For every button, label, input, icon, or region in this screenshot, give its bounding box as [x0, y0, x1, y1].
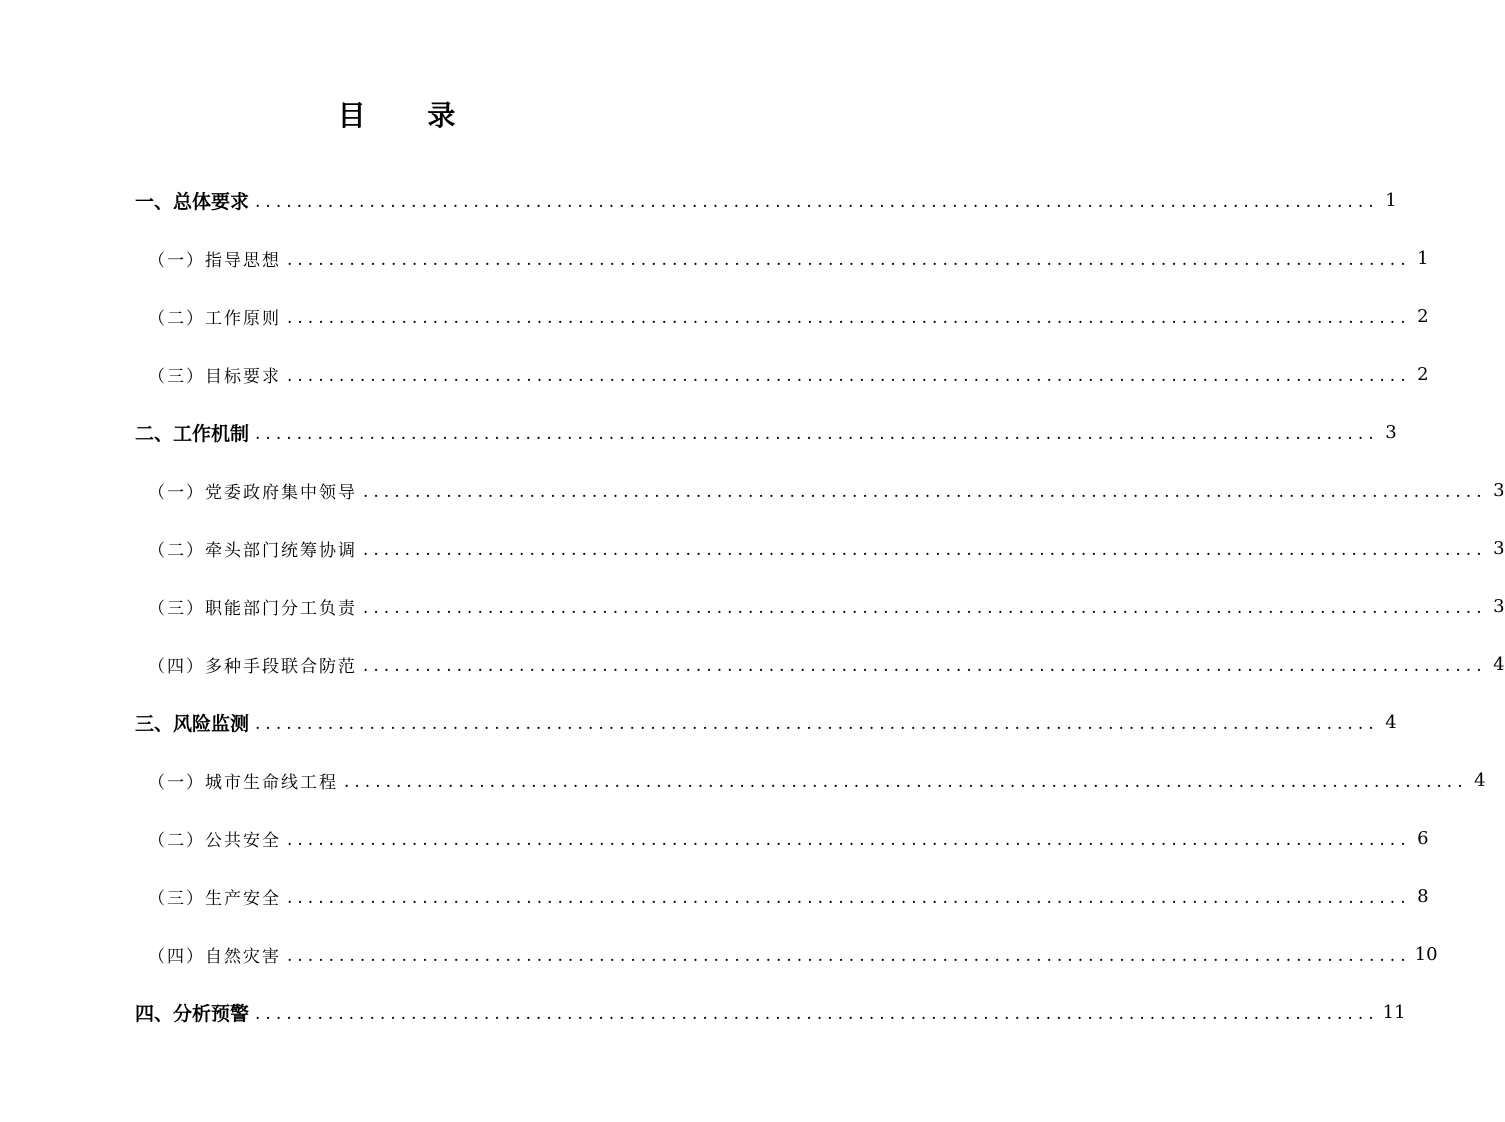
toc-entry-subsection[interactable] — [0, 468, 1505, 512]
toc-entry-section[interactable] — [0, 990, 1406, 1034]
toc-page-number: 3 — [1493, 595, 1505, 617]
toc-entry-subsection[interactable] — [0, 874, 1429, 918]
toc-entry-subsection[interactable] — [0, 352, 1429, 396]
toc-entry-title: 二、工作机制 — [135, 422, 250, 445]
toc-entry-title: （一）城市生命线工程 — [148, 772, 338, 793]
toc-leader-dots: ............................................................................................................ — [255, 1003, 1379, 1024]
toc-entry-title: 一、总体要求 — [135, 190, 250, 213]
toc-entry-subsection[interactable] — [0, 642, 1505, 686]
toc-page-number: 8 — [1417, 885, 1429, 907]
toc-entry-subsection[interactable] — [0, 294, 1429, 338]
toc-leader-dots: ............................................................................................................ — [363, 539, 1487, 560]
toc-leader-dots: ............................................................................................................ — [255, 423, 1379, 444]
toc-page-number: 2 — [1417, 363, 1429, 385]
toc-entry-title: （三）职能部门分工负责 — [148, 598, 357, 619]
toc-leader-dots: ............................................................................................................ — [344, 771, 1468, 792]
toc-leader-dots: ............................................................................................................ — [363, 597, 1487, 618]
toc-entry-title: （一）党委政府集中领导 — [148, 482, 357, 503]
toc-entry-section[interactable] — [0, 178, 1397, 222]
toc-leader-dots: ............................................................................................................ — [287, 887, 1411, 908]
toc-entry-title: （三）目标要求 — [148, 366, 281, 387]
toc-entry-subsection[interactable] — [0, 758, 1486, 802]
toc-leader-dots: ............................................................................................................ — [287, 249, 1411, 270]
page-title: 目 录 — [337, 99, 482, 132]
toc-page-number: 2 — [1417, 305, 1429, 327]
toc-entry-title: （一）指导思想 — [148, 250, 281, 271]
toc-page-number: 6 — [1417, 827, 1429, 849]
toc-entry-subsection[interactable] — [0, 236, 1429, 280]
toc-entry-title: （四）自然灾害 — [148, 946, 281, 967]
toc-leader-dots: ............................................................................................................ — [287, 829, 1411, 850]
toc-leader-dots: ............................................................................................................ — [287, 365, 1411, 386]
toc-entry-title: （二）工作原则 — [148, 308, 281, 329]
toc-page-number: 3 — [1385, 421, 1397, 443]
toc-leader-dots: ............................................................................................................ — [287, 945, 1411, 966]
toc-leader-dots: ............................................................................................................ — [255, 191, 1379, 212]
toc-leader-dots: ............................................................................................................ — [255, 713, 1379, 734]
toc-entry-title: 四、分析预警 — [135, 1002, 250, 1025]
toc-entry-subsection[interactable] — [0, 816, 1429, 860]
toc-leader-dots: ............................................................................................................ — [363, 481, 1487, 502]
toc-leader-dots: ............................................................................................................ — [287, 307, 1411, 328]
toc-entry-subsection[interactable] — [0, 584, 1505, 628]
toc-page-number: 11 — [1382, 1001, 1406, 1023]
toc-entry-section[interactable] — [0, 700, 1397, 744]
toc-page-number: 1 — [1385, 189, 1397, 211]
toc-page-number: 1 — [1417, 247, 1429, 269]
toc-entry-subsection[interactable] — [0, 526, 1505, 570]
toc-entry-title: （三）生产安全 — [148, 888, 281, 909]
toc-page-number: 4 — [1493, 653, 1505, 675]
toc-entry-title: （二）牵头部门统筹协调 — [148, 540, 357, 561]
toc-entry-section[interactable] — [0, 410, 1397, 454]
toc-leader-dots: ............................................................................................................ — [363, 655, 1487, 676]
toc-entry-title: （四）多种手段联合防范 — [148, 656, 357, 677]
toc-page-number: 3 — [1493, 479, 1505, 501]
toc-page-number: 10 — [1414, 943, 1438, 965]
toc-page-number: 4 — [1385, 711, 1397, 733]
toc-entry-subsection[interactable] — [0, 932, 1438, 976]
toc-entry-title: 三、风险监测 — [135, 712, 250, 735]
toc-page-number: 3 — [1493, 537, 1505, 559]
toc-page-number: 4 — [1474, 769, 1486, 791]
toc-entry-title: （二）公共安全 — [148, 830, 281, 851]
